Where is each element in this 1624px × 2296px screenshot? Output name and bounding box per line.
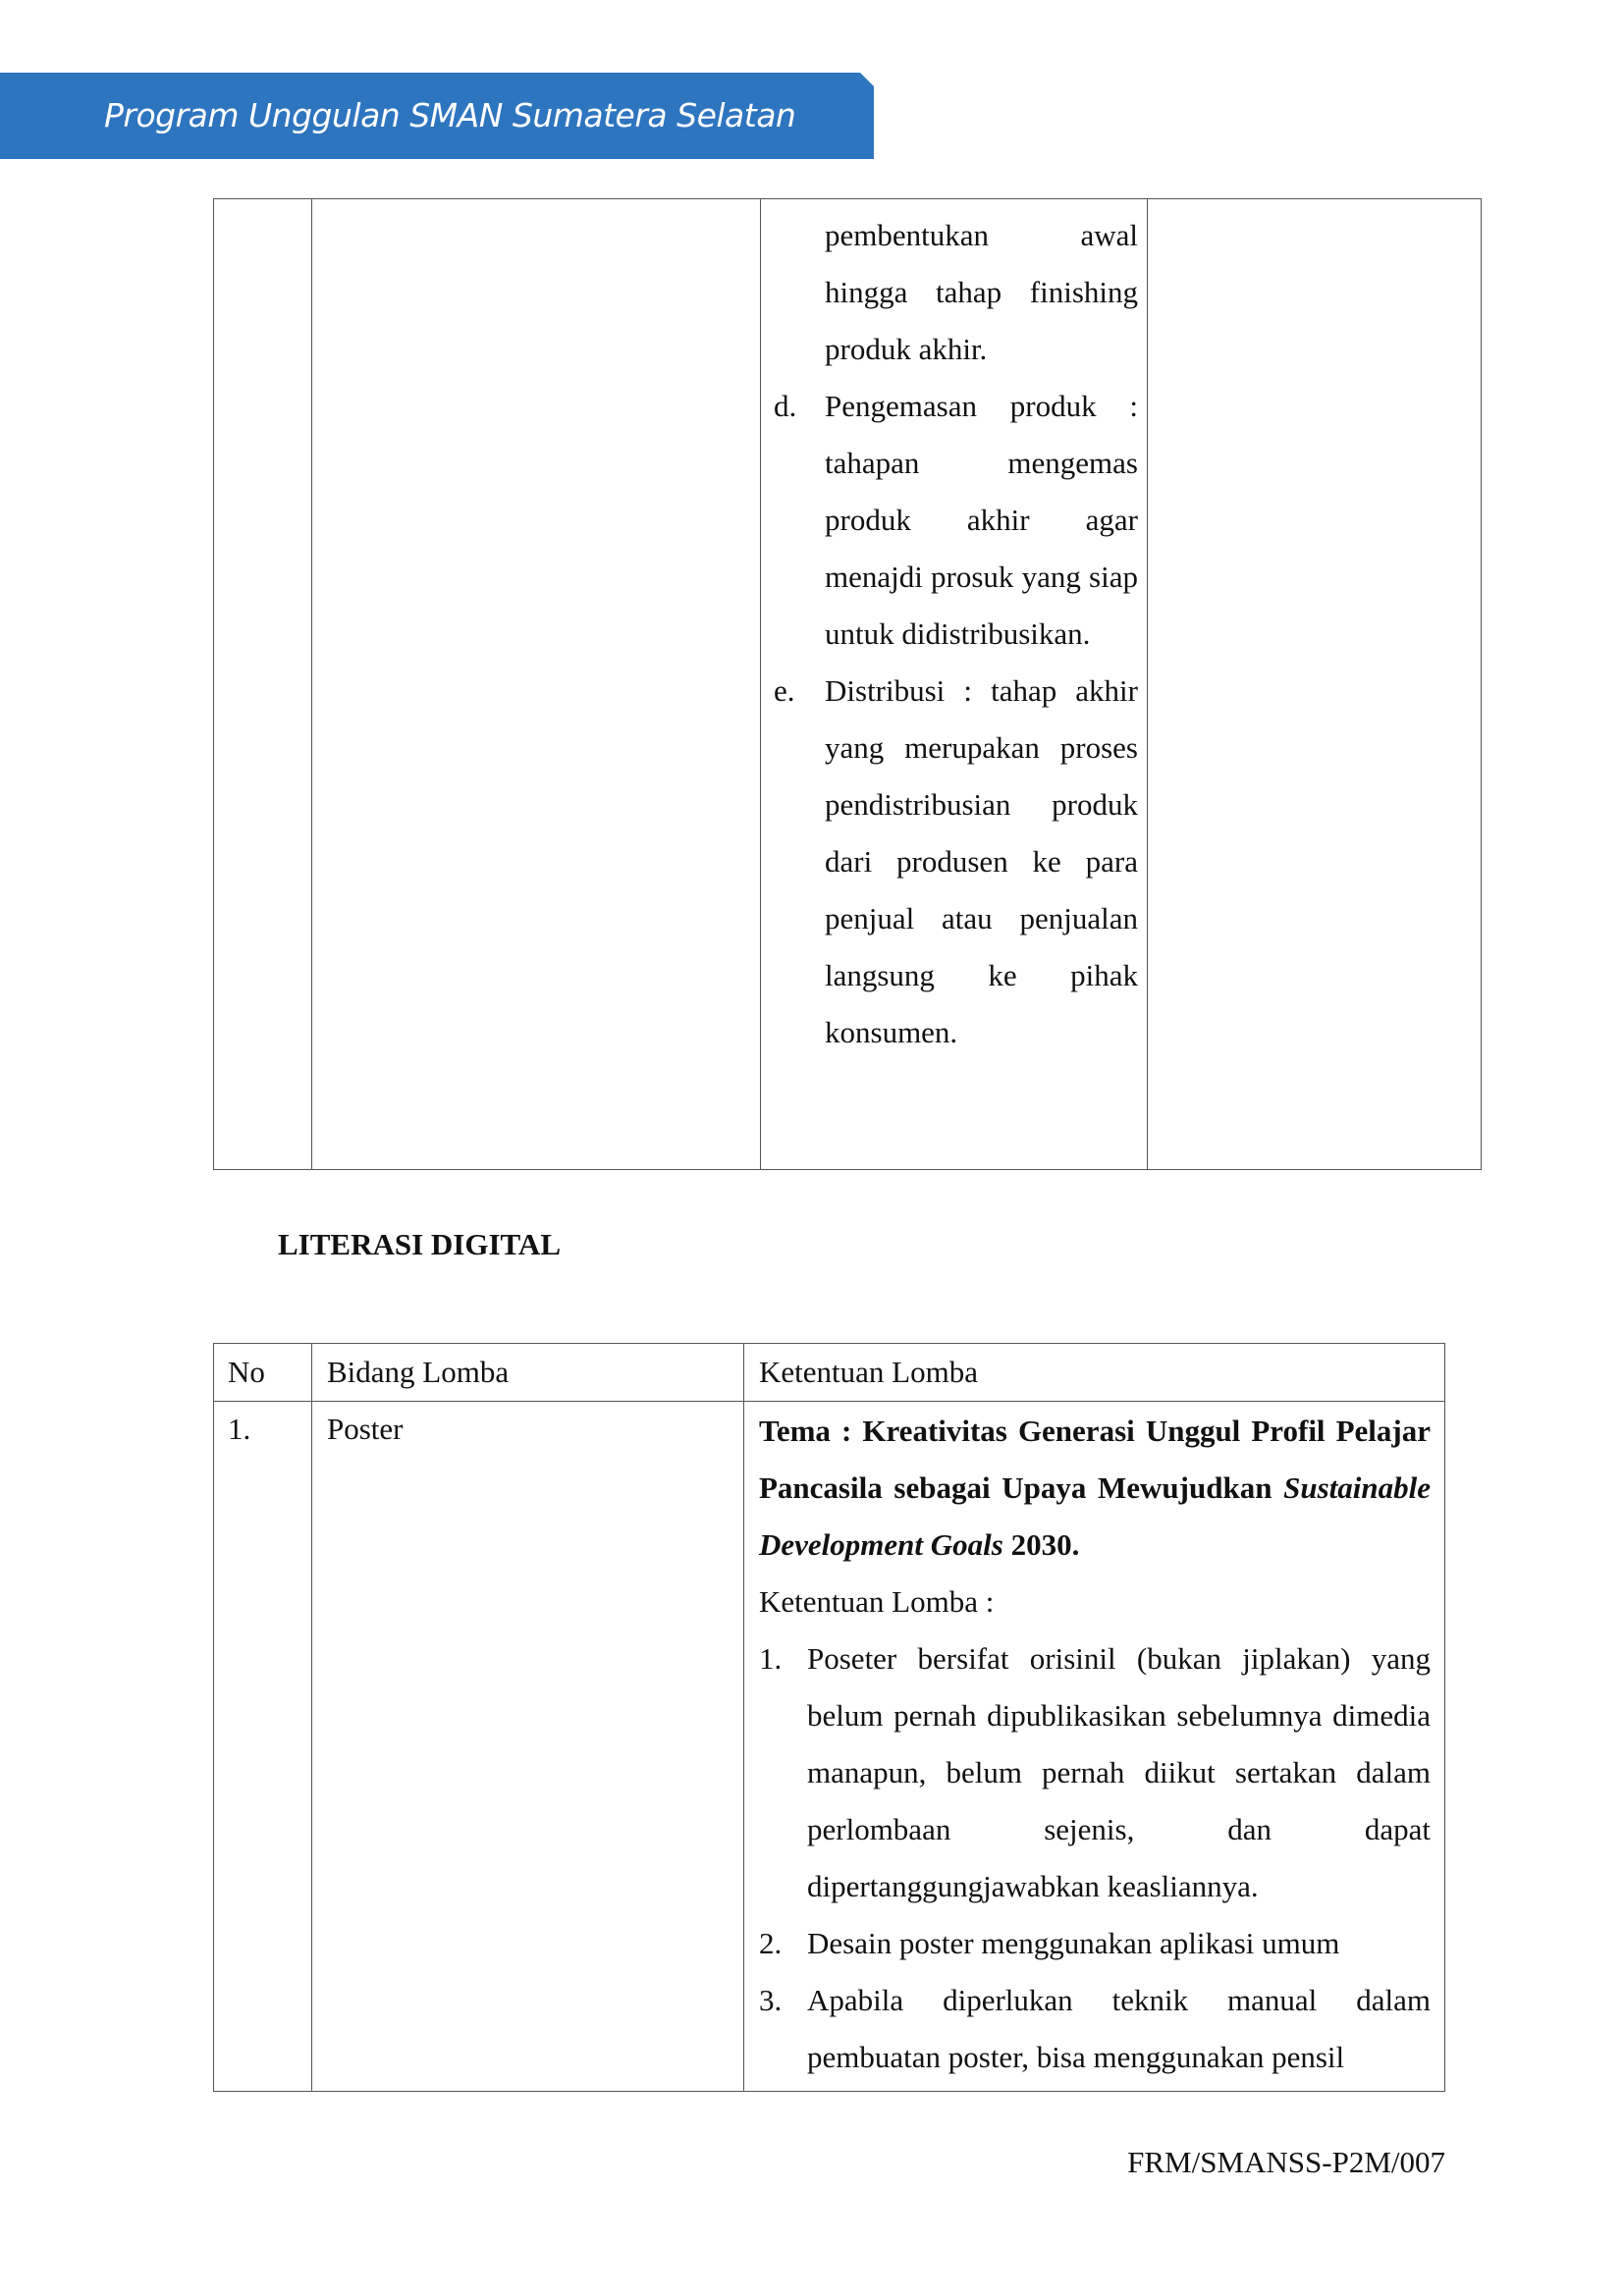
header-ketentuan: Ketentuan Lomba bbox=[759, 1355, 978, 1389]
list-item bbox=[769, 378, 1138, 663]
rule-item bbox=[759, 1915, 1431, 1972]
theme-text-part: 2030. bbox=[1002, 1527, 1080, 1562]
theme-text-italic: Sustainable Development Goals bbox=[759, 1470, 1431, 1562]
list-marker: d. bbox=[774, 389, 797, 423]
column-divider bbox=[1147, 199, 1148, 1169]
competition-table bbox=[213, 1343, 1445, 2092]
header-bidang: Bidang Lomba bbox=[327, 1355, 510, 1389]
table-continuation bbox=[213, 198, 1482, 1170]
theme-text-part: Tema : Kreativitas Generasi Unggul Profil Pelajar Pancasila sebagai Upaya Mewujudkan bbox=[759, 1414, 1431, 1505]
rule-marker: 1. bbox=[759, 1641, 783, 1676]
section-title: LITERASI DIGITAL bbox=[278, 1227, 561, 1261]
production-steps-list bbox=[769, 207, 1138, 1061]
row-no: 1. bbox=[228, 1412, 251, 1446]
rule-text: Poseter bersifat orisinil (bukan jiplakan) yang belum pernah dipublikasikan sebelumnya dimedia manapun, belum pernah diikut sertakan dalam perlombaan sejenis, dan dapat dipertanggungjawabkan keasliannya. bbox=[807, 1641, 1431, 1903]
list-item-text: Pengemasan produk : tahapan mengemas produk akhir agar menajdi prosuk yang siap untuk didistribusikan. bbox=[825, 389, 1138, 651]
row-bidang: Poster bbox=[327, 1412, 404, 1446]
header-title: Program Unggulan SMAN Sumatera Selatan bbox=[104, 96, 796, 134]
rule-text: Apabila diperlukan teknik manual dalam pembuatan poster, bisa menggunakan pensil bbox=[807, 1983, 1431, 2074]
theme-text bbox=[759, 1403, 1431, 1574]
rules-list bbox=[759, 1630, 1431, 2086]
column-divider bbox=[311, 1344, 312, 2091]
rule-text: Desain poster menggunakan aplikasi umum bbox=[807, 1926, 1340, 1960]
column-divider bbox=[760, 199, 761, 1169]
column-divider bbox=[743, 1344, 744, 2091]
list-item-text: Distribusi : tahap akhir yang merupakan proses pendistribusian produk dari produsen ke para penjual atau penjualan langsung ke pihak konsumen. bbox=[825, 673, 1138, 1049]
rule-item bbox=[759, 1972, 1431, 2086]
rule-item bbox=[759, 1630, 1431, 1915]
column-divider bbox=[311, 199, 312, 1169]
list-item bbox=[769, 663, 1138, 1061]
form-code: FRM/SMANSS-P2M/007 bbox=[1127, 2145, 1445, 2179]
continued-text: pembentukan awal hingga tahap finishing produk akhir. bbox=[825, 218, 1138, 366]
ketentuan-label: Ketentuan Lomba : bbox=[759, 1584, 995, 1619]
rule-marker: 3. bbox=[759, 1983, 783, 2017]
rule-marker: 2. bbox=[759, 1926, 783, 1960]
list-marker: e. bbox=[774, 673, 795, 708]
header-no: No bbox=[228, 1355, 265, 1389]
ketentuan-cell bbox=[759, 1403, 1431, 2086]
